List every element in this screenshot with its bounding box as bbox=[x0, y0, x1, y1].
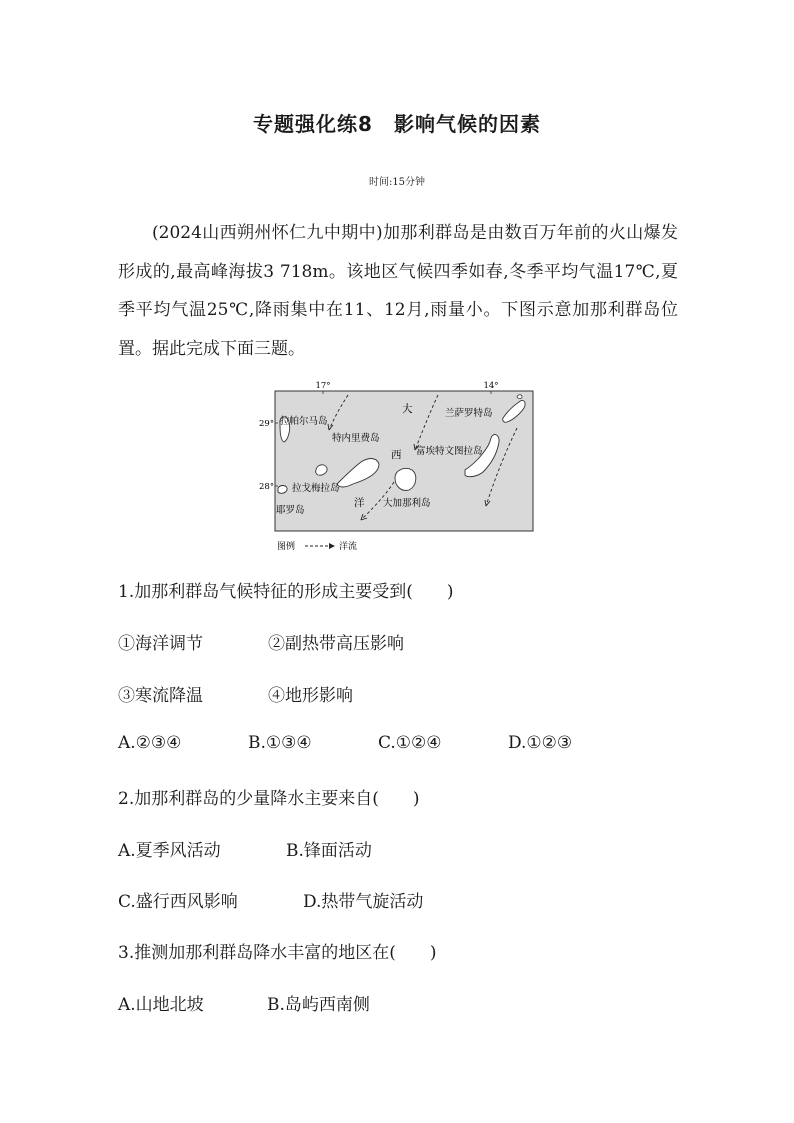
q1-option-a[interactable]: A.②③④ bbox=[118, 733, 182, 753]
label-gran-canaria: 大加那利岛 bbox=[383, 498, 431, 509]
legend-text: 洋流 bbox=[339, 542, 358, 552]
q1-item-4: ④地形影响 bbox=[268, 686, 353, 706]
ocean-char-3: 洋 bbox=[354, 497, 365, 509]
legend-label: 图例 bbox=[277, 542, 296, 552]
question-3-stem: 3.推测加那利群岛降水丰富的地区在( ) bbox=[118, 943, 437, 963]
time-limit: 时间:15分钟 bbox=[368, 177, 426, 188]
label-la-gomera: 拉戈梅拉岛 bbox=[292, 483, 340, 494]
island-gran-canaria bbox=[395, 468, 416, 490]
q1-item-1: ①海洋调节 bbox=[118, 634, 203, 654]
label-el-hierro: 耶罗岛 bbox=[276, 505, 305, 516]
intro-paragraph: (2024山西朔州怀仁九中期中)加那利群岛是由数百万年前的火山爆发形成的,最高峰海拔3 718m。该地区气候四季如春,冬季平均气温17℃,夏季平均气温25℃,降雨集中在11、12月,雨量小。下图示意加那利群岛位置。据此完成下面三题。 bbox=[118, 223, 678, 359]
q1-option-b[interactable]: B.①③④ bbox=[248, 733, 312, 753]
q3-option-a[interactable]: A.山地北坡 bbox=[118, 995, 204, 1015]
q1-item-3: ③寒流降温 bbox=[118, 686, 203, 706]
islet-north bbox=[517, 395, 522, 399]
q1-option-d[interactable]: D.①②③ bbox=[508, 733, 573, 753]
q2-option-a[interactable]: A.夏季风活动 bbox=[118, 841, 221, 861]
island-el-hierro bbox=[278, 486, 287, 494]
ocean-char-1: 大 bbox=[402, 403, 413, 415]
question-1-stem: 1.加那利群岛气候特征的形成主要受到( ) bbox=[118, 582, 454, 602]
question-2-stem: 2.加那利群岛的少量降水主要来自( ) bbox=[118, 789, 420, 809]
lat-label-28: 28° bbox=[259, 482, 275, 492]
label-fuerteventura: 富埃特文图拉岛 bbox=[416, 446, 483, 457]
q1-item-2: ②副热带高压影响 bbox=[268, 634, 404, 654]
ocean-char-2: 西 bbox=[391, 449, 402, 461]
q3-option-b[interactable]: B.岛屿西南侧 bbox=[267, 995, 370, 1015]
label-la-palma: 拉帕尔马岛 bbox=[280, 416, 328, 427]
lat-label-29: 29° bbox=[259, 419, 275, 429]
lon-label-17: 17° bbox=[315, 381, 331, 391]
page-title: 专题强化练8 影响气候的因素 bbox=[253, 112, 541, 136]
q2-option-c[interactable]: C.盛行西风影响 bbox=[118, 892, 238, 912]
q1-option-c[interactable]: C.①②④ bbox=[378, 733, 442, 753]
q2-option-b[interactable]: B.锋面活动 bbox=[286, 841, 372, 861]
lon-label-14: 14° bbox=[483, 381, 499, 391]
canary-islands-map bbox=[255, 378, 545, 553]
q2-option-d[interactable]: D.热带气旋活动 bbox=[303, 892, 424, 912]
label-lanzarote: 兰萨罗特岛 bbox=[445, 408, 493, 419]
label-tenerife: 特内里费岛 bbox=[332, 433, 380, 444]
